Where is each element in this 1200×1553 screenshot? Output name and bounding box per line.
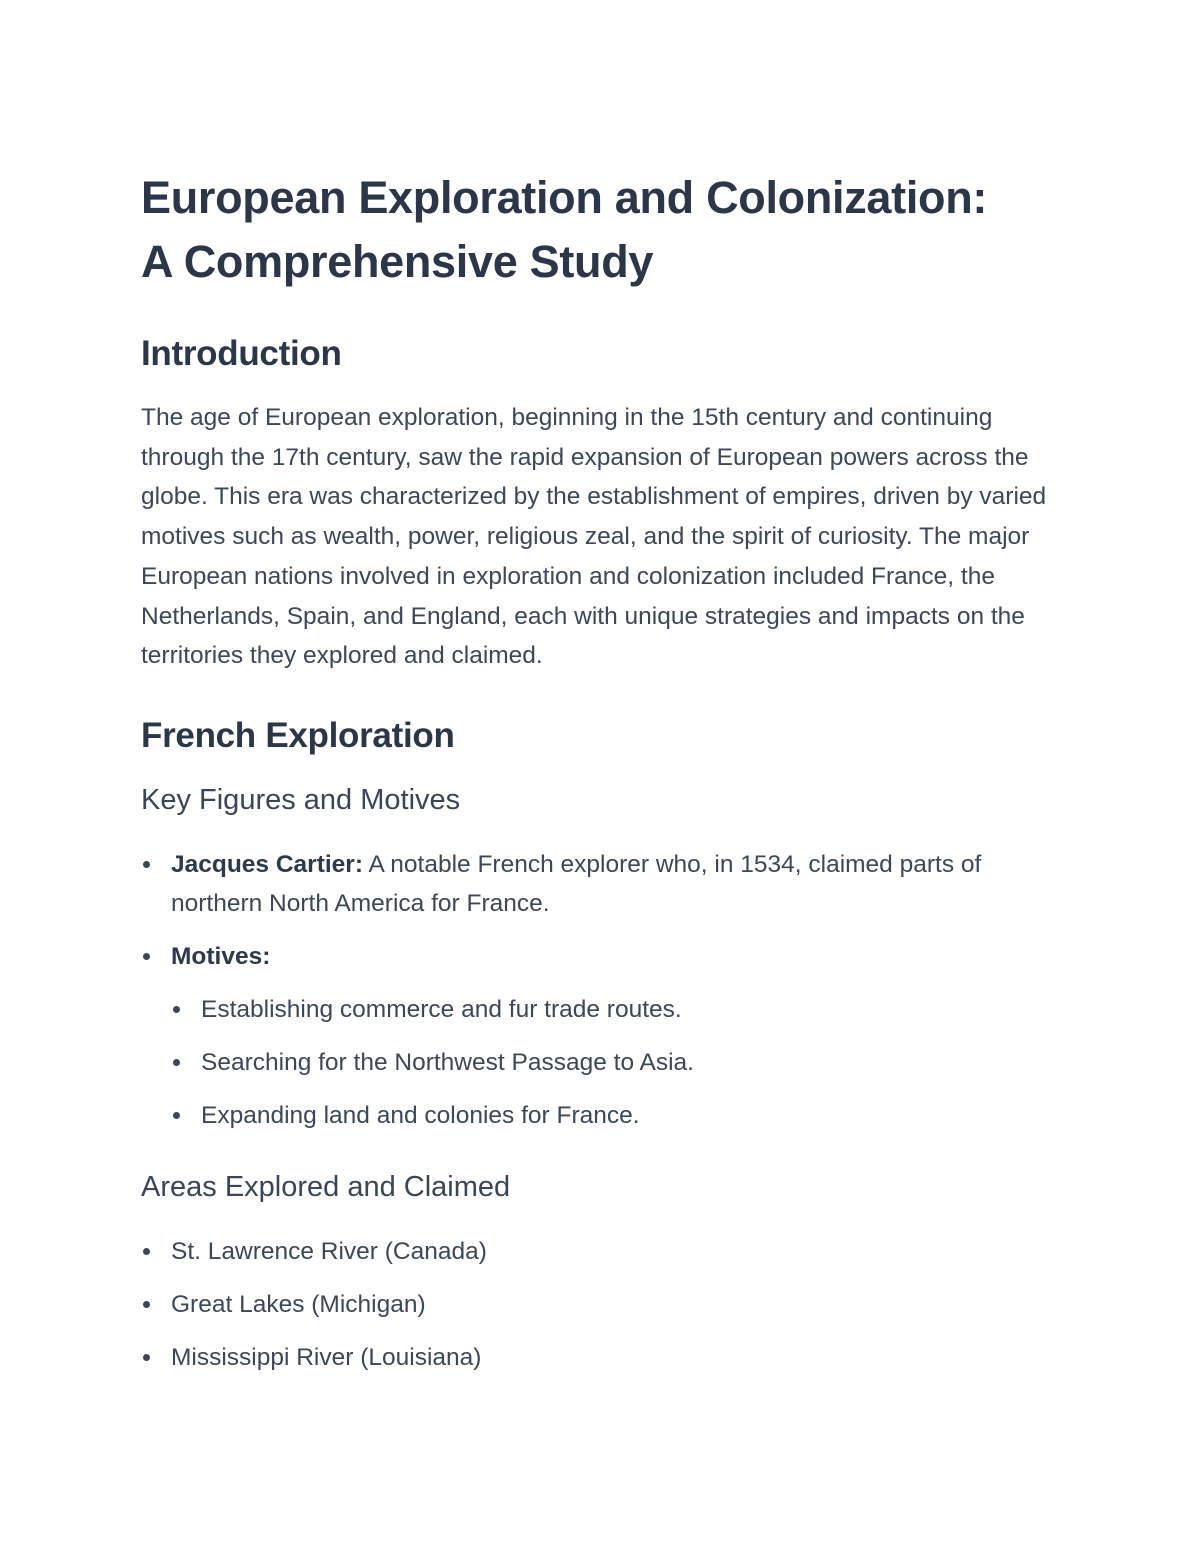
motives-sublist — [171, 990, 1061, 1135]
list-item-cartier — [141, 845, 1061, 923]
areas-list — [141, 1232, 1061, 1377]
area-text: Mississippi River (Louisiana) — [171, 1343, 482, 1371]
areas-heading: Areas Explored and Claimed — [141, 1170, 511, 1203]
area-text: Great Lakes (Michigan) — [171, 1290, 426, 1318]
bullet-icon — [143, 1354, 150, 1361]
motives-label: Motives: — [171, 942, 271, 970]
list-item — [141, 1338, 1061, 1377]
bullet-icon — [143, 861, 150, 868]
bullet-icon — [143, 953, 150, 960]
list-item — [141, 1285, 1061, 1324]
french-exploration-heading: French Exploration — [141, 715, 455, 755]
bullet-icon — [143, 1301, 150, 1308]
list-item — [171, 1096, 1061, 1135]
title-line-1: European Exploration and Colonization: — [141, 172, 988, 223]
list-item — [141, 1232, 1061, 1271]
key-figures-heading: Key Figures and Motives — [141, 783, 461, 816]
list-item-motives — [141, 937, 1061, 1135]
motive-text: Expanding land and colonies for France. — [201, 1101, 640, 1129]
motive-text: Searching for the Northwest Passage to Asia. — [201, 1048, 694, 1076]
cartier-label: Jacques Cartier: — [171, 850, 364, 878]
introduction-paragraph: The age of European exploration, beginning in the 15th century and continuing through the 17th century, saw the rapid expansion of European powers across the globe. This era was characterized by the establishment of empires, driven by varied motives such as wealth, power, religious zeal, and the spirit of curiosity. The major European nations involved in exploration and colonization included France, the Netherlands, Spain, and England, each with unique strategies and impacts on the territories they explored and claimed. — [141, 404, 1047, 670]
key-figures-list — [141, 845, 1061, 1135]
list-item — [171, 990, 1061, 1029]
motive-text: Establishing commerce and fur trade routes. — [201, 995, 682, 1023]
bullet-icon — [173, 1112, 180, 1119]
bullet-icon — [173, 1059, 180, 1066]
document-page — [141, 166, 1061, 1391]
list-item — [171, 1043, 1061, 1082]
document-title — [141, 166, 1061, 294]
bullet-icon — [143, 1248, 150, 1255]
title-line-2: A Comprehensive Study — [141, 236, 654, 287]
cartier-text: A notable French explorer who, in 1534, claimed parts of northern North America for France. — [171, 850, 982, 917]
bullet-icon — [173, 1006, 180, 1013]
introduction-heading: Introduction — [141, 334, 342, 373]
area-text: St. Lawrence River (Canada) — [171, 1237, 487, 1265]
